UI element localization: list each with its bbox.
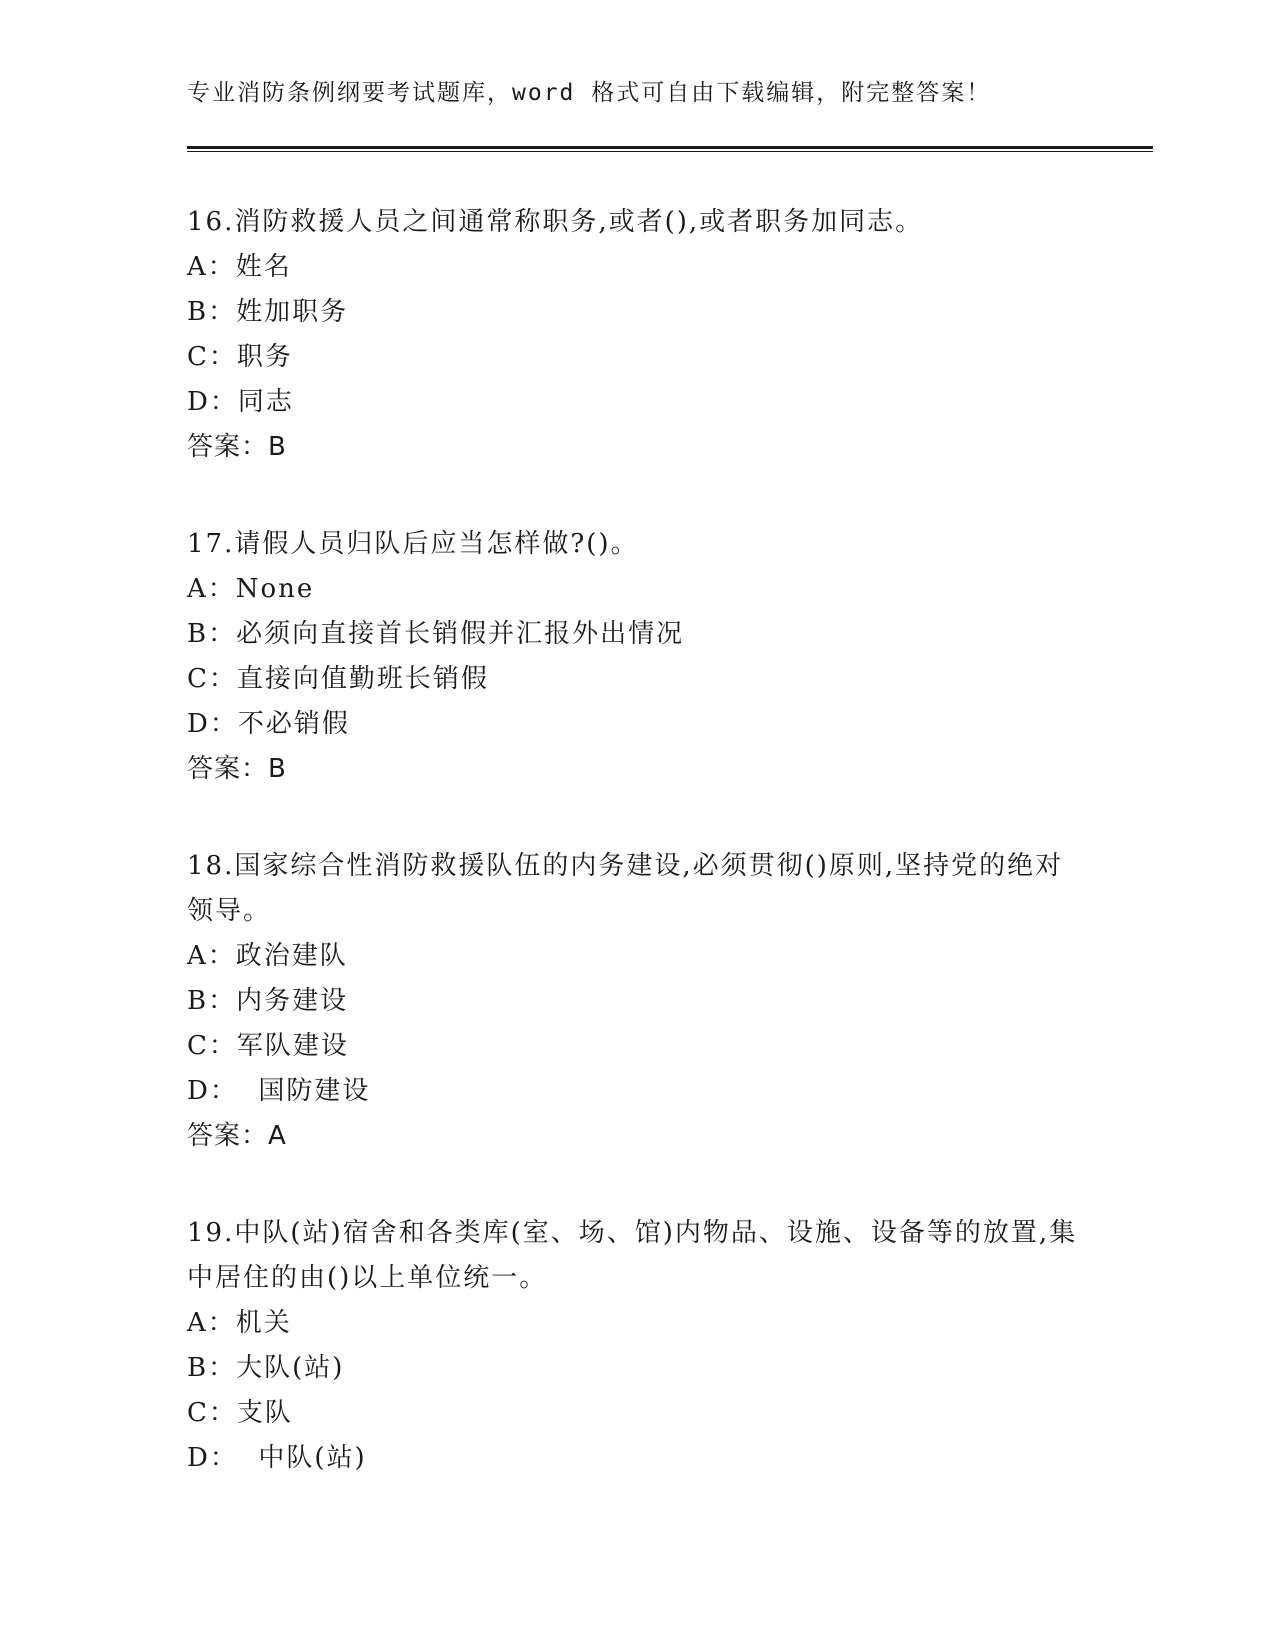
option-c: C：直接向值勤班长销假 — [187, 664, 489, 694]
question-list — [187, 200, 1087, 1533]
answer-line: 答案：B — [187, 754, 287, 784]
question-18 — [187, 844, 1087, 1159]
header-divider-thick — [187, 146, 1153, 149]
option-b: B：姓加职务 — [187, 297, 349, 327]
question-17 — [187, 522, 1087, 792]
answer-line: 答案：B — [187, 432, 287, 462]
question-stem: 19.中队(站)宿舍和各类库(室、场、馆)内物品、设施、设备等的放置,集中居住的由()以上单位统一。 — [187, 1218, 1078, 1293]
option-d: D：不必销假 — [187, 709, 350, 739]
option-c: C：支队 — [187, 1398, 293, 1428]
option-c: C：职务 — [187, 342, 293, 372]
question-stem: 17.请假人员归队后应当怎样做?()。 — [187, 529, 639, 559]
option-a: A：政治建队 — [187, 941, 348, 971]
option-a: A：None — [187, 574, 315, 604]
option-d: D：同志 — [187, 387, 294, 417]
option-d: D： 中队(站) — [187, 1443, 367, 1473]
question-stem: 16.消防救援人员之间通常称职务,或者(),或者职务加同志。 — [187, 207, 924, 237]
page-header: 专业消防条例纲要考试题库，word 格式可自由下载编辑，附完整答案！ — [187, 80, 992, 106]
option-a: A：机关 — [187, 1308, 292, 1338]
option-b: B：大队(站) — [187, 1353, 345, 1383]
question-19 — [187, 1211, 1087, 1481]
option-d: D： 国防建设 — [187, 1076, 371, 1106]
option-c: C：军队建设 — [187, 1031, 349, 1061]
header-divider-thin — [187, 151, 1153, 152]
option-b: B：内务建设 — [187, 986, 349, 1016]
answer-line: 答案：A — [187, 1121, 287, 1151]
option-b: B：必须向直接首长销假并汇报外出情况 — [187, 619, 685, 649]
question-stem: 18.国家综合性消防救援队伍的内务建设,必须贯彻()原则,坚持党的绝对领导。 — [187, 851, 1064, 926]
question-16 — [187, 200, 1087, 470]
option-a: A：姓名 — [187, 252, 292, 282]
